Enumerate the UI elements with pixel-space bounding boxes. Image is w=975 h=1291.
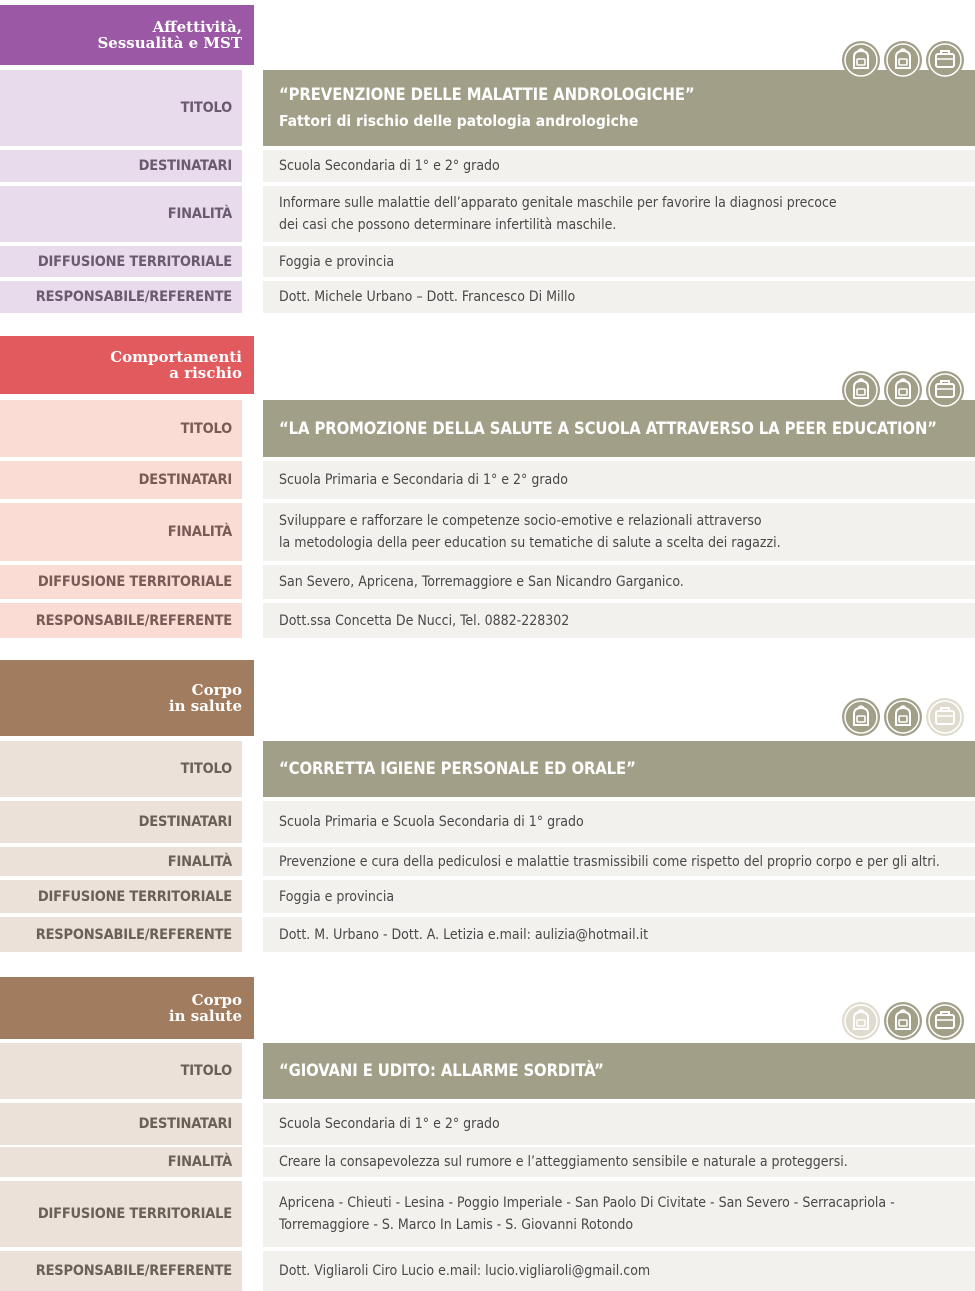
- value-diffusione: [263, 246, 975, 277]
- value-line: San Severo, Apricena, Torremaggiore e San Nicandro Garganico.: [279, 574, 684, 590]
- value-line: Scuola Secondaria di 1° e 2° grado: [279, 158, 500, 174]
- label-responsabile: RESPONSABILE/REFERENTE: [0, 603, 242, 638]
- label-destinatari: DESTINATARI: [0, 461, 242, 499]
- briefcase-icon-active: [925, 40, 965, 80]
- value-line: Prevenzione e cura della pediculosi e malattie trasmissibili come rispetto del proprio corpo e per gli altri.: [279, 853, 940, 870]
- label-titolo: TITOLO: [0, 400, 242, 457]
- label-diffusione: DIFFUSIONE TERRITORIALE: [0, 565, 242, 599]
- school-level-icons: [841, 697, 965, 737]
- label-responsabile: RESPONSABILE/REFERENTE: [0, 1251, 242, 1291]
- category-line: in salute: [168, 697, 242, 715]
- title-bar: [263, 741, 975, 797]
- value-destinatari: [263, 1103, 975, 1145]
- value-line: Creare la consapevolezza sul rumore e l’atteggiamento sensibile e naturale a proteggersi.: [279, 1154, 848, 1170]
- value-destinatari: [263, 461, 975, 499]
- label-responsabile: RESPONSABILE/REFERENTE: [0, 917, 242, 952]
- label-destinatari: DESTINATARI: [0, 1103, 242, 1145]
- value-finalita: [263, 847, 975, 876]
- value-line: Scuola Primaria e Scuola Secondaria di 1° grado: [279, 814, 584, 830]
- category-line: Corpo: [191, 681, 242, 699]
- category-header: [0, 660, 254, 736]
- value-line: la metodologia della peer education su tematiche di salute a scelta dei ragazzi.: [279, 535, 781, 551]
- value-line: dei casi che possono determinare infertilità maschile.: [279, 217, 617, 233]
- value-line: Dott.ssa Concetta De Nucci, Tel. 0882-228302: [279, 612, 570, 629]
- value-line: Dott. M. Urbano - Dott. A. Letizia e.mail: aulizia@hotmail.it: [279, 926, 649, 943]
- project-subtitle: Fattori di rischio delle patologia andrologiche: [279, 112, 639, 130]
- value-line: Informare sulle malattie dell’apparato genitale maschile per favorire la diagnosi precoce: [279, 195, 837, 211]
- value-responsabile: [263, 1251, 975, 1291]
- backpack-icon-inactive: [841, 1001, 881, 1041]
- value-line: Dott. Vigliaroli Ciro Lucio e.mail: lucio.vigliaroli@gmail.com: [279, 1263, 651, 1279]
- category-header: [0, 336, 254, 394]
- value-diffusione: [263, 880, 975, 913]
- briefcase-icon-active: [925, 370, 965, 410]
- label-finalita: FINALITÀ: [0, 847, 242, 876]
- label-finalita: FINALITÀ: [0, 186, 242, 242]
- briefcase-icon-inactive: [925, 697, 965, 737]
- label-diffusione: DIFFUSIONE TERRITORIALE: [0, 880, 242, 913]
- label-finalita: FINALITÀ: [0, 503, 242, 561]
- label-destinatari: DESTINATARI: [0, 801, 242, 843]
- backpack-icon-active: [841, 697, 881, 737]
- value-line: Foggia e provincia: [279, 888, 395, 905]
- project-title: “GIOVANI E UDITO: ALLARME SORDITÀ”: [279, 1061, 604, 1080]
- title-bar: [263, 70, 975, 146]
- value-responsabile: [263, 603, 975, 638]
- value-finalita: [263, 1147, 975, 1177]
- value-diffusione: [263, 565, 975, 599]
- briefcase-icon-active: [925, 1001, 965, 1041]
- value-line: Scuola Primaria e Secondaria di 1° e 2° grado: [279, 472, 568, 488]
- category-line: Comportamenti: [110, 348, 242, 366]
- school-level-icons: [841, 370, 965, 410]
- backpack-icon-active: [883, 697, 923, 737]
- category-line: in salute: [168, 1007, 242, 1025]
- value-finalita: [263, 503, 975, 561]
- backpack-icon-active: [841, 370, 881, 410]
- school-level-icons: [841, 1001, 965, 1041]
- project-title: “LA PROMOZIONE DELLA SALUTE A SCUOLA ATTRAVERSO LA PEER EDUCATION”: [279, 418, 937, 438]
- value-finalita: [263, 186, 975, 242]
- backpack-icon-active: [841, 40, 881, 80]
- category-line: Affettività,: [152, 18, 242, 36]
- backpack-icon-active: [883, 370, 923, 410]
- school-level-icons: [841, 40, 965, 80]
- value-line: Torremaggiore - S. Marco In Lamis - S. Giovanni Rotondo: [279, 1217, 634, 1233]
- value-diffusione: [263, 1181, 975, 1247]
- backpack-icon-active: [883, 1001, 923, 1041]
- value-destinatari: [263, 150, 975, 182]
- project-title: “PREVENZIONE DELLE MALATTIE ANDROLOGICHE”: [279, 85, 695, 104]
- label-titolo: TITOLO: [0, 1043, 242, 1099]
- label-finalita: FINALITÀ: [0, 1147, 242, 1177]
- category-line: Corpo: [191, 991, 242, 1009]
- category-header: [0, 977, 254, 1039]
- label-responsabile: RESPONSABILE/REFERENTE: [0, 281, 242, 313]
- value-line: Scuola Secondaria di 1° e 2° grado: [279, 1116, 500, 1132]
- value-line: Foggia e provincia: [279, 253, 395, 270]
- label-diffusione: DIFFUSIONE TERRITORIALE: [0, 1181, 242, 1247]
- value-line: Apricena - Chieuti - Lesina - Poggio Imperiale - San Paolo Di Civitate - San Severo - Serracapriola -: [279, 1195, 895, 1211]
- label-diffusione: DIFFUSIONE TERRITORIALE: [0, 246, 242, 277]
- label-destinatari: DESTINATARI: [0, 150, 242, 182]
- project-title: “CORRETTA IGIENE PERSONALE ED ORALE”: [279, 759, 636, 778]
- value-line: Sviluppare e rafforzare le competenze socio-emotive e relazionali attraverso: [279, 513, 762, 529]
- category-header: [0, 5, 254, 65]
- value-responsabile: [263, 917, 975, 952]
- backpack-icon-active: [883, 40, 923, 80]
- value-line: Dott. Michele Urbano – Dott. Francesco Di Millo: [279, 289, 576, 305]
- category-line: Sessualità e MST: [97, 34, 242, 52]
- value-responsabile: [263, 281, 975, 313]
- title-bar: [263, 1043, 975, 1099]
- label-titolo: TITOLO: [0, 741, 242, 797]
- category-line: a rischio: [169, 364, 242, 382]
- value-destinatari: [263, 801, 975, 843]
- label-titolo: TITOLO: [0, 70, 242, 146]
